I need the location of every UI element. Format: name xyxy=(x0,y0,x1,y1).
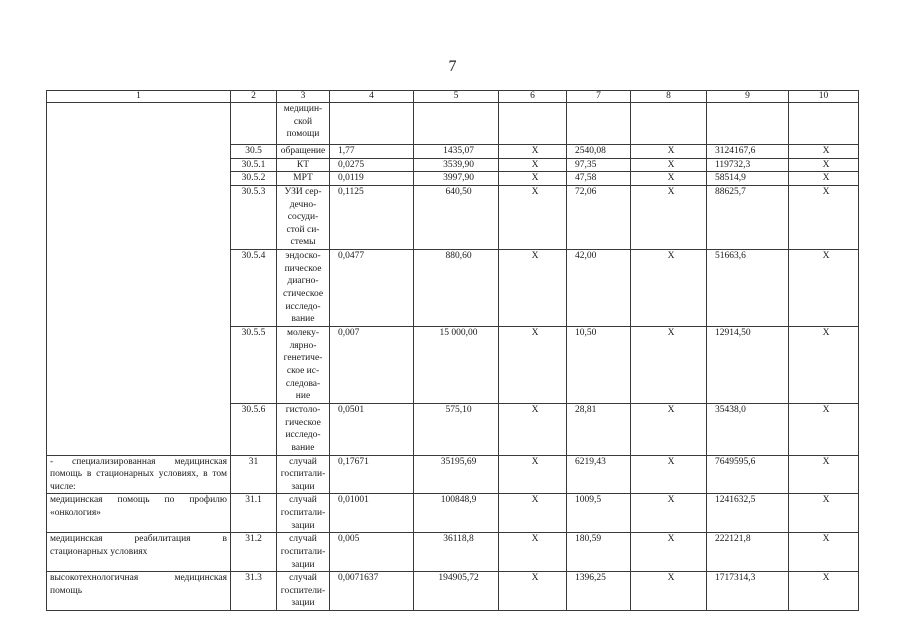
value-cell: 10,50 xyxy=(567,327,631,404)
value-cell: 0,01001 xyxy=(330,494,414,533)
unit-cell: гистоло- гическое исследо- вание xyxy=(277,404,330,456)
value-cell: Х xyxy=(631,158,707,172)
value-cell: 1009,5 xyxy=(567,494,631,533)
unit-cell: молеку- лярно- генетиче- ское ис- следова- ние xyxy=(277,327,330,404)
table-row xyxy=(47,494,859,533)
row-name-cell: медицинская реабилитация в стационарных условиях xyxy=(47,533,231,572)
value-cell: Х xyxy=(789,172,859,186)
value-cell: Х xyxy=(789,327,859,404)
value-cell: 119732,3 xyxy=(707,158,789,172)
unit-cell: случай госпитали- зации xyxy=(277,533,330,572)
value-cell: 0,17671 xyxy=(330,455,414,494)
row-name-cell: медицинская помощь по профилю «онкология» xyxy=(47,494,231,533)
code-cell: 30.5.1 xyxy=(231,158,277,172)
value-cell: 640,50 xyxy=(414,185,499,249)
value-cell: 72,06 xyxy=(567,185,631,249)
value-cell: 7649595,6 xyxy=(707,455,789,494)
code-cell: 30.5 xyxy=(231,145,277,159)
value-cell: 35195,69 xyxy=(414,455,499,494)
value-cell: 12914,50 xyxy=(707,327,789,404)
value-cell: 194905,72 xyxy=(414,572,499,611)
value-cell: Х xyxy=(789,455,859,494)
value-cell: Х xyxy=(631,250,707,327)
unit-cell: случай госпитали- зации xyxy=(277,494,330,533)
value-cell: Х xyxy=(789,404,859,456)
unit-cell: эндоско- пическое диагно- стическое исследо- вание xyxy=(277,250,330,327)
unit-cell: случай госпитали- зации xyxy=(277,455,330,494)
column-header: 1 xyxy=(47,91,231,103)
value-cell: Х xyxy=(499,572,567,611)
value-cell: Х xyxy=(631,172,707,186)
value-cell: Х xyxy=(789,185,859,249)
value-cell: 0,0477 xyxy=(330,250,414,327)
value-cell: 28,81 xyxy=(567,404,631,456)
value-cell: 51663,6 xyxy=(707,250,789,327)
value-cell: Х xyxy=(631,145,707,159)
value-cell: Х xyxy=(499,404,567,456)
unit-cell: случай госпители- зации xyxy=(277,572,330,611)
value-cell: 0,0275 xyxy=(330,158,414,172)
unit-cell: КТ xyxy=(277,158,330,172)
code-cell: 30.5.2 xyxy=(231,172,277,186)
code-cell: 31.1 xyxy=(231,494,277,533)
value-cell: Х xyxy=(631,533,707,572)
code-cell: 31 xyxy=(231,455,277,494)
value-cell: 1435,07 xyxy=(414,145,499,159)
column-header: 6 xyxy=(499,91,567,103)
value-cell: Х xyxy=(631,327,707,404)
page-number: 7 xyxy=(448,58,457,75)
table-row xyxy=(47,572,859,611)
value-cell: Х xyxy=(631,404,707,456)
value-cell: Х xyxy=(631,494,707,533)
value-cell: Х xyxy=(499,327,567,404)
value-cell: Х xyxy=(499,533,567,572)
value-cell: 0,0071637 xyxy=(330,572,414,611)
value-cell: 15 000,00 xyxy=(414,327,499,404)
unit-cell: медицин- ской помощи xyxy=(277,103,330,145)
column-header: 5 xyxy=(414,91,499,103)
code-cell: 30.5.6 xyxy=(231,404,277,456)
value-cell: Х xyxy=(499,172,567,186)
value-cell: 58514,9 xyxy=(707,172,789,186)
value-cell: Х xyxy=(789,494,859,533)
value-cell: Х xyxy=(499,145,567,159)
value-cell: 3997,90 xyxy=(414,172,499,186)
value-cell: Х xyxy=(789,145,859,159)
value-cell: 3539,90 xyxy=(414,158,499,172)
value-cell: Х xyxy=(499,185,567,249)
table-row xyxy=(47,455,859,494)
header-row xyxy=(47,91,859,103)
value-cell: 0,0501 xyxy=(330,404,414,456)
row-name-cell: - специализированная медицинская помощь в стационарных условиях, в том числе: xyxy=(47,455,231,494)
column-header: 8 xyxy=(631,91,707,103)
merged-name-cell xyxy=(47,103,231,456)
value-cell: 36118,8 xyxy=(414,533,499,572)
value-cell: 575,10 xyxy=(414,404,499,456)
value-cell: Х xyxy=(789,533,859,572)
value-cell: 1717314,3 xyxy=(707,572,789,611)
value-cell: 42,00 xyxy=(567,250,631,327)
value-cell: Х xyxy=(499,494,567,533)
value-cell: Х xyxy=(789,158,859,172)
value-cell: Х xyxy=(631,185,707,249)
column-header: 7 xyxy=(567,91,631,103)
value-cell: Х xyxy=(789,572,859,611)
value-cell: Х xyxy=(499,250,567,327)
code-cell: 30.5.4 xyxy=(231,250,277,327)
unit-cell: обращение xyxy=(277,145,330,159)
column-header: 2 xyxy=(231,91,277,103)
value-cell: 2540,08 xyxy=(567,145,631,159)
data-table xyxy=(46,90,859,611)
value-cell: 1,77 xyxy=(330,145,414,159)
value-cell: Х xyxy=(499,158,567,172)
value-cell: Х xyxy=(789,250,859,327)
code-cell: 31.3 xyxy=(231,572,277,611)
value-cell: Х xyxy=(499,455,567,494)
unit-cell: МРТ xyxy=(277,172,330,186)
value-cell: 0,005 xyxy=(330,533,414,572)
value-cell: 0,007 xyxy=(330,327,414,404)
value-cell: Х xyxy=(631,572,707,611)
value-cell: 1241632,5 xyxy=(707,494,789,533)
value-cell: 47,58 xyxy=(567,172,631,186)
value-cell: 6219,43 xyxy=(567,455,631,494)
row-name-cell: высокотехнологичная медицинская помощь xyxy=(47,572,231,611)
value-cell: 3124167,6 xyxy=(707,145,789,159)
code-cell: 31.2 xyxy=(231,533,277,572)
value-cell: 88625,7 xyxy=(707,185,789,249)
value-cell: 97,35 xyxy=(567,158,631,172)
value-cell: 222121,8 xyxy=(707,533,789,572)
unit-cell: УЗИ сер- дечно- сосуди- стой си- стемы xyxy=(277,185,330,249)
code-cell: 30.5.5 xyxy=(231,327,277,404)
column-header: 4 xyxy=(330,91,414,103)
value-cell: Х xyxy=(631,455,707,494)
value-cell: 0,0119 xyxy=(330,172,414,186)
value-cell: 180,59 xyxy=(567,533,631,572)
value-cell: 35438,0 xyxy=(707,404,789,456)
column-header: 9 xyxy=(707,91,789,103)
code-cell: 30.5.3 xyxy=(231,185,277,249)
column-header: 3 xyxy=(277,91,330,103)
table-row xyxy=(47,533,859,572)
value-cell: 0,1125 xyxy=(330,185,414,249)
value-cell: 1396,25 xyxy=(567,572,631,611)
table-row xyxy=(47,103,859,145)
value-cell: 880,60 xyxy=(414,250,499,327)
column-header: 10 xyxy=(789,91,859,103)
value-cell: 100848,9 xyxy=(414,494,499,533)
